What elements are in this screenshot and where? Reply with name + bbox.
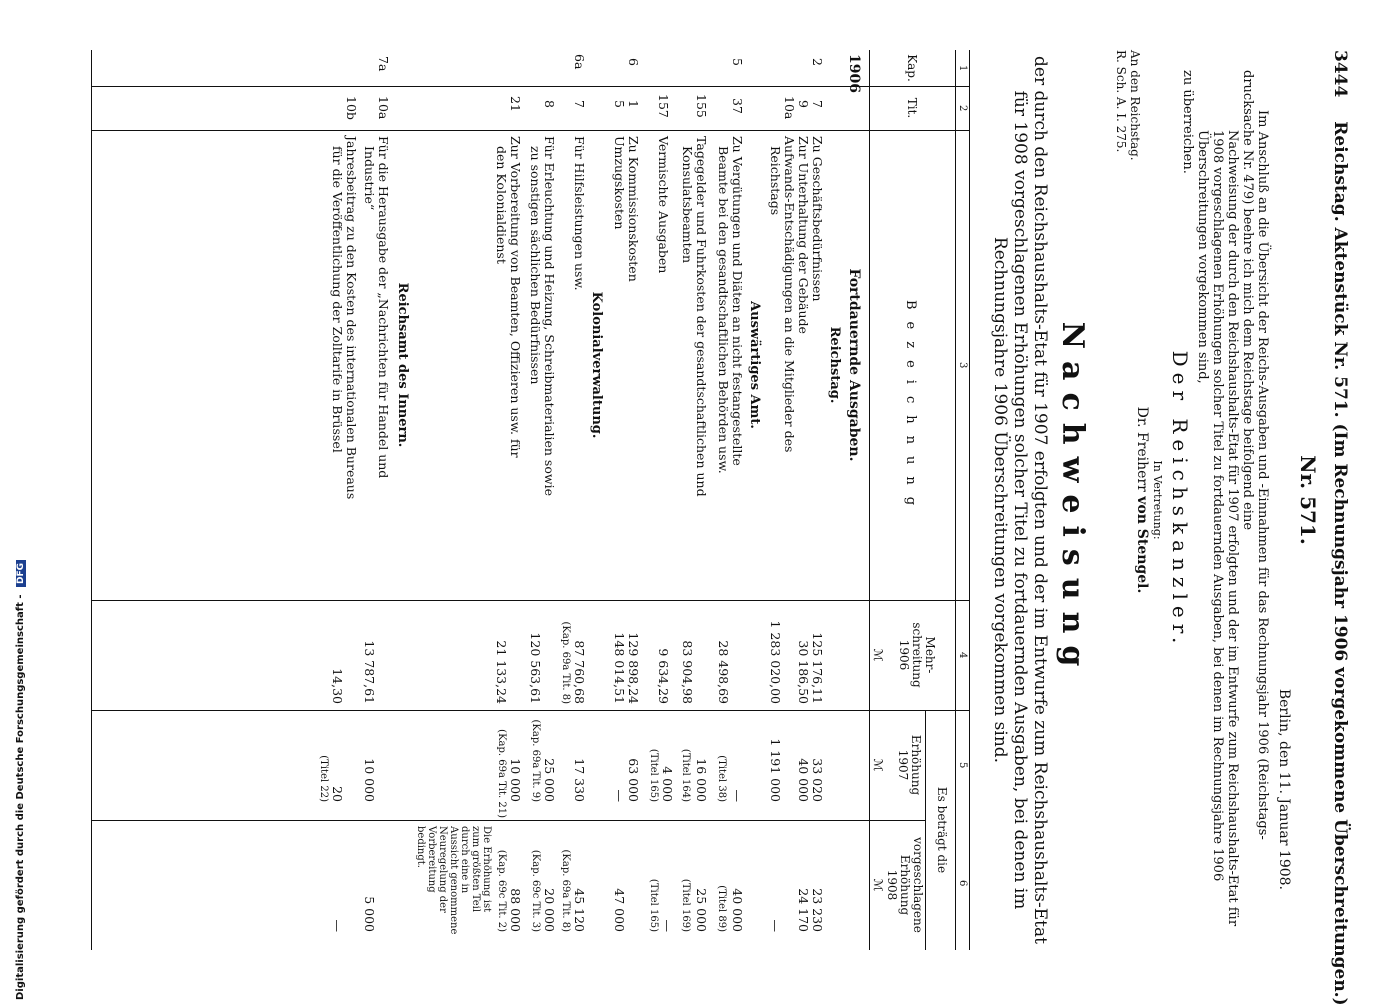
funding-notice [0, 0, 30, 1000]
addressee-line-2: R. Sch. A. I. 275. [1114, 50, 1128, 153]
row4-e07-note: (Titel 38) [716, 755, 727, 802]
row13-e07: 20 [330, 786, 345, 802]
row3-bez: Aufwands-Entschädigungen an die Mitglieder des [782, 136, 797, 453]
table-top-rule [969, 50, 970, 950]
row13-e08: — [330, 919, 345, 932]
row7-bez: Zu Kommissionskosten [626, 136, 641, 282]
row4-e07: — [730, 789, 745, 802]
row4-e08: 40 000 [730, 888, 745, 932]
row11-bez2: den Kolonialdienst [494, 146, 509, 264]
running-header [1330, 50, 1350, 1006]
row7-e07: 63 000 [626, 758, 641, 802]
row11-tit: 21 [508, 96, 523, 112]
row7-kap: 6 [626, 58, 641, 66]
section-reichstag: Reichstag. [827, 326, 842, 404]
colnum-2: 2 [957, 105, 968, 112]
colnum-3: 3 [957, 362, 968, 369]
section-auswaertiges: Auswärtiges Amt. [747, 301, 762, 429]
row10-mehr: 120 563,61 [528, 632, 543, 704]
row12-tit: 10a [376, 96, 391, 120]
cover-letter [1180, 70, 1270, 930]
row6-e08-note: (Titel 165) [648, 878, 659, 932]
row8-tit: 5 [612, 100, 627, 108]
colnum-5: 5 [957, 762, 968, 769]
row9-mehr: 87 760,68 [572, 640, 587, 704]
row8-bez: Umzugskosten [612, 136, 627, 230]
expenditure-table [90, 50, 970, 950]
row9-mehr-note: (Kap. 69a Tit. 8) [560, 621, 571, 704]
row12-kap: 7a [376, 56, 391, 72]
row3-bez2: Reichstags [768, 146, 783, 216]
table-description: der durch den Reichshaushalts-Etat für 1907 erfolgten und der im Entwurfe zum Reichshaushalts-Etat für 1908 vorgeschlagenen Erhöhungen solcher Titel zu fortdauernden Ausgaben, bei denen im Rechnungsjahre 1906 Überschreitungen vorgekommen sind. [990, 56, 1050, 944]
row6-bez: Vermischte Ausgaben [656, 136, 671, 274]
row9-tit: 7 [572, 100, 587, 108]
row11-e07-note: (Kap. 69a Tit. 21) [496, 729, 507, 818]
row1-bez: Zu Geschäftsbedürfnissen [810, 136, 825, 302]
row4-mehr: 28 498,69 [716, 640, 731, 704]
row1-mehr: 125 176,11 [810, 632, 825, 704]
row13-tit: 10b [344, 96, 359, 120]
letter-body: Nachweisung der durch den Reichshaushalts-Etat für 1907 erfolgten und der im Entwurfe zum Reichshaushalts-Etat für 1908 vorgeschlagenen Erhöhungen solcher Titel zu fortdauernden Ausgaben, bei denen im Rechnungsjahre 1906 Überschreitungen vorgekommen sind, [1195, 130, 1240, 927]
row3-e08: — [768, 919, 783, 932]
es-betraegt-rule [925, 710, 926, 950]
letter-closing: zu überreichen. [1180, 70, 1195, 174]
row10-tit: 8 [542, 100, 557, 108]
row10-e08: 20 000 [542, 888, 557, 932]
row12-e07: 10 000 [362, 758, 377, 802]
row12-bez: Für die Herausgabe der „Nachrichten für Handel und [376, 136, 391, 479]
row12-mehr: 13 787,61 [362, 640, 377, 704]
row2-mehr: 30 186,50 [796, 640, 811, 704]
row5-mehr: 83 904,98 [680, 640, 695, 704]
dfg-logo: DFG [16, 560, 26, 587]
row2-bez: Zur Unterhaltung der Gebäude [796, 136, 811, 334]
row10-e08-note: (Kap. 69c Tit. 3) [530, 849, 541, 932]
signature-name [1134, 50, 1150, 950]
row11-bez: Zur Vorbereitung von Beamten, Offizieren usw. für [508, 136, 523, 458]
row11-explanation: Die Erhöhung ist zum größten Teil durch eine in Aussicht genommene Neuregelung der Vorbereitung bedingt. [415, 826, 492, 935]
row6-tit: 157 [656, 94, 671, 118]
section-fortdauernde: Fortdauernde Ausgaben. [846, 268, 862, 462]
row5-bez2: Konsulatsbeamten [680, 146, 695, 264]
row13-bez2: für die Veröffentlichung der Zolltarife in Brüssel [330, 146, 345, 453]
row1-kap: 2 [810, 58, 825, 66]
row4-bez: Zu Vergütungen und Diäten an nicht festangestellte [730, 136, 745, 466]
row13-e07-note: (Titel 22) [318, 755, 329, 802]
row10-bez2: zu sonstigen sächlichen Bedürfnissen [528, 146, 543, 385]
col-divider-1 [92, 86, 970, 87]
row4-bez2: Beamte bei den gesandtschaftlichen Behörden usw. [716, 146, 731, 474]
header-kap: Kap. [905, 54, 919, 82]
header-erhoehung-1908: vorgeschlagene Erhöhung 1908 [885, 837, 925, 933]
row5-e08-note: (Titel 169) [680, 878, 691, 932]
row5-e07: 16 000 [694, 758, 709, 802]
addressee [1114, 50, 1142, 161]
section-kolonial: Kolonialverwaltung. [589, 291, 604, 439]
header-tit: Tit. [905, 97, 919, 119]
row3-mehr: 1 283 020,00 [768, 620, 783, 704]
document-number: Nr. 571. [1296, 455, 1320, 545]
row9-e08: 45 120 [572, 888, 587, 932]
signature-prefix: Dr. [1134, 406, 1150, 428]
row6-e08: — [660, 919, 675, 932]
row12-e08: 5 000 [362, 896, 377, 932]
row5-bez: Tagegelder und Fuhrkosten der gesandtschaftlichen und [694, 136, 709, 497]
row5-e08: 25 000 [694, 888, 709, 932]
row4-e08-note: (Titel 89) [716, 885, 727, 932]
row10-e07-note: (Kap. 69a Tit. 9) [530, 719, 541, 802]
row7-tit: 1 [626, 100, 641, 108]
row8-e08: 47 000 [612, 888, 627, 932]
row1-e08: 23 230 [810, 888, 825, 932]
header-es-betraegt: Es beträgt die [935, 786, 949, 874]
row11-e08: 88 000 [508, 888, 523, 932]
row6-e07-note: (Titel 165) [648, 748, 659, 802]
signature-title: Der Reichskanzler. [1168, 350, 1192, 650]
colnum-6: 6 [957, 880, 968, 887]
row7-mehr: 129 898,24 [626, 632, 641, 704]
year-label: 1906 [846, 54, 862, 93]
unit-col-4: ℳ [871, 648, 885, 662]
row11-e08-note: (Kap. 69c Tit. 2) [496, 849, 507, 932]
row11-mehr: 21 133,24 [494, 640, 509, 704]
unit-col-5: ℳ [871, 758, 885, 772]
row5-e07-note: (Titel 164) [680, 748, 691, 802]
colnum-1: 1 [957, 65, 968, 72]
header-mehr: Mehr- schreitung 1906 [897, 622, 937, 688]
signature-surname: von Stengel. [1134, 496, 1150, 594]
dateline: Berlin, den 11. Januar 1908. [1276, 688, 1292, 890]
row2-e08: 24 170 [796, 888, 811, 932]
row9-bez: Für Hilfsleistungen usw. [572, 136, 587, 291]
row10-bez: Für Erleuchtung und Heizung, Schreibmaterialien sowie [542, 136, 557, 496]
row6-mehr: 9 634,29 [656, 648, 671, 704]
signature-mid: Freiherr [1134, 431, 1150, 492]
colnum-4: 4 [957, 652, 968, 659]
row2-tit: 9 [796, 100, 811, 108]
row6-e07: 4 000 [660, 766, 675, 802]
row11-e07: 10 000 [508, 758, 523, 802]
header-bezeichnung: Bezeichnung [903, 300, 918, 518]
addressee-line-1: An den Reichstag. [1128, 50, 1142, 161]
letter-line-1: Im Anschluß an die Übersicht der Reichs-Ausgaben und -Einnahmen für das Rechnungsjahr 1906 (Reichstags- [1255, 110, 1270, 840]
signature-sub: In Vertretung: [1151, 460, 1164, 540]
row9-e07: 17 330 [572, 758, 587, 802]
row2-e07: 40 000 [796, 758, 811, 802]
colnum-rule [955, 50, 956, 950]
letter-line-2: drucksache Nr. 479) beehre ich mich dem Reichstage beifolgend eine [1240, 70, 1255, 531]
row9-kap: 6a [572, 54, 587, 70]
row1-tit: 7 [810, 100, 825, 108]
row3-e07: 1 191 000 [768, 738, 783, 802]
row5-tit: 155 [694, 94, 709, 118]
funding-notice-text: Digitalisierung gefördert durch die Deutsche Forschungsgemeinschaft - [15, 594, 26, 1000]
row1-e07: 33 020 [810, 758, 825, 802]
row13-mehr: 14,30 [330, 668, 345, 704]
row13-bez: Jahresbeitrag zu den Kosten des internationalen Bureaus [344, 136, 359, 500]
row4-tit: 37 [730, 98, 745, 114]
running-title: Reichstag. Aktenstück Nr. 571. (Im Rechnungsjahr 1906 vorgekommene Überschreitungen.) [1330, 121, 1350, 1006]
table-title: Nachweisung [1055, 321, 1090, 679]
row9-e08-note: (Kap. 69a Tit. 8) [560, 849, 571, 932]
header-rule [869, 50, 870, 950]
row8-e07: — [612, 789, 627, 802]
table-bottom-rule [91, 50, 92, 950]
unit-col-6: ℳ [871, 878, 885, 892]
page-number: 3444 [1330, 50, 1350, 98]
row10-e07: 25 000 [542, 758, 557, 802]
row8-mehr: 148 014,51 [612, 632, 627, 704]
document-page [50, 50, 1350, 1006]
section-innern: Reichsamt des Innern. [395, 282, 410, 448]
row12-bez2: Industrie“ [362, 146, 377, 211]
header-erhoehung-1907: Erhöhung 1907 [896, 734, 923, 796]
row4-kap: 5 [730, 58, 745, 66]
row3-tit: 10a [782, 96, 797, 120]
